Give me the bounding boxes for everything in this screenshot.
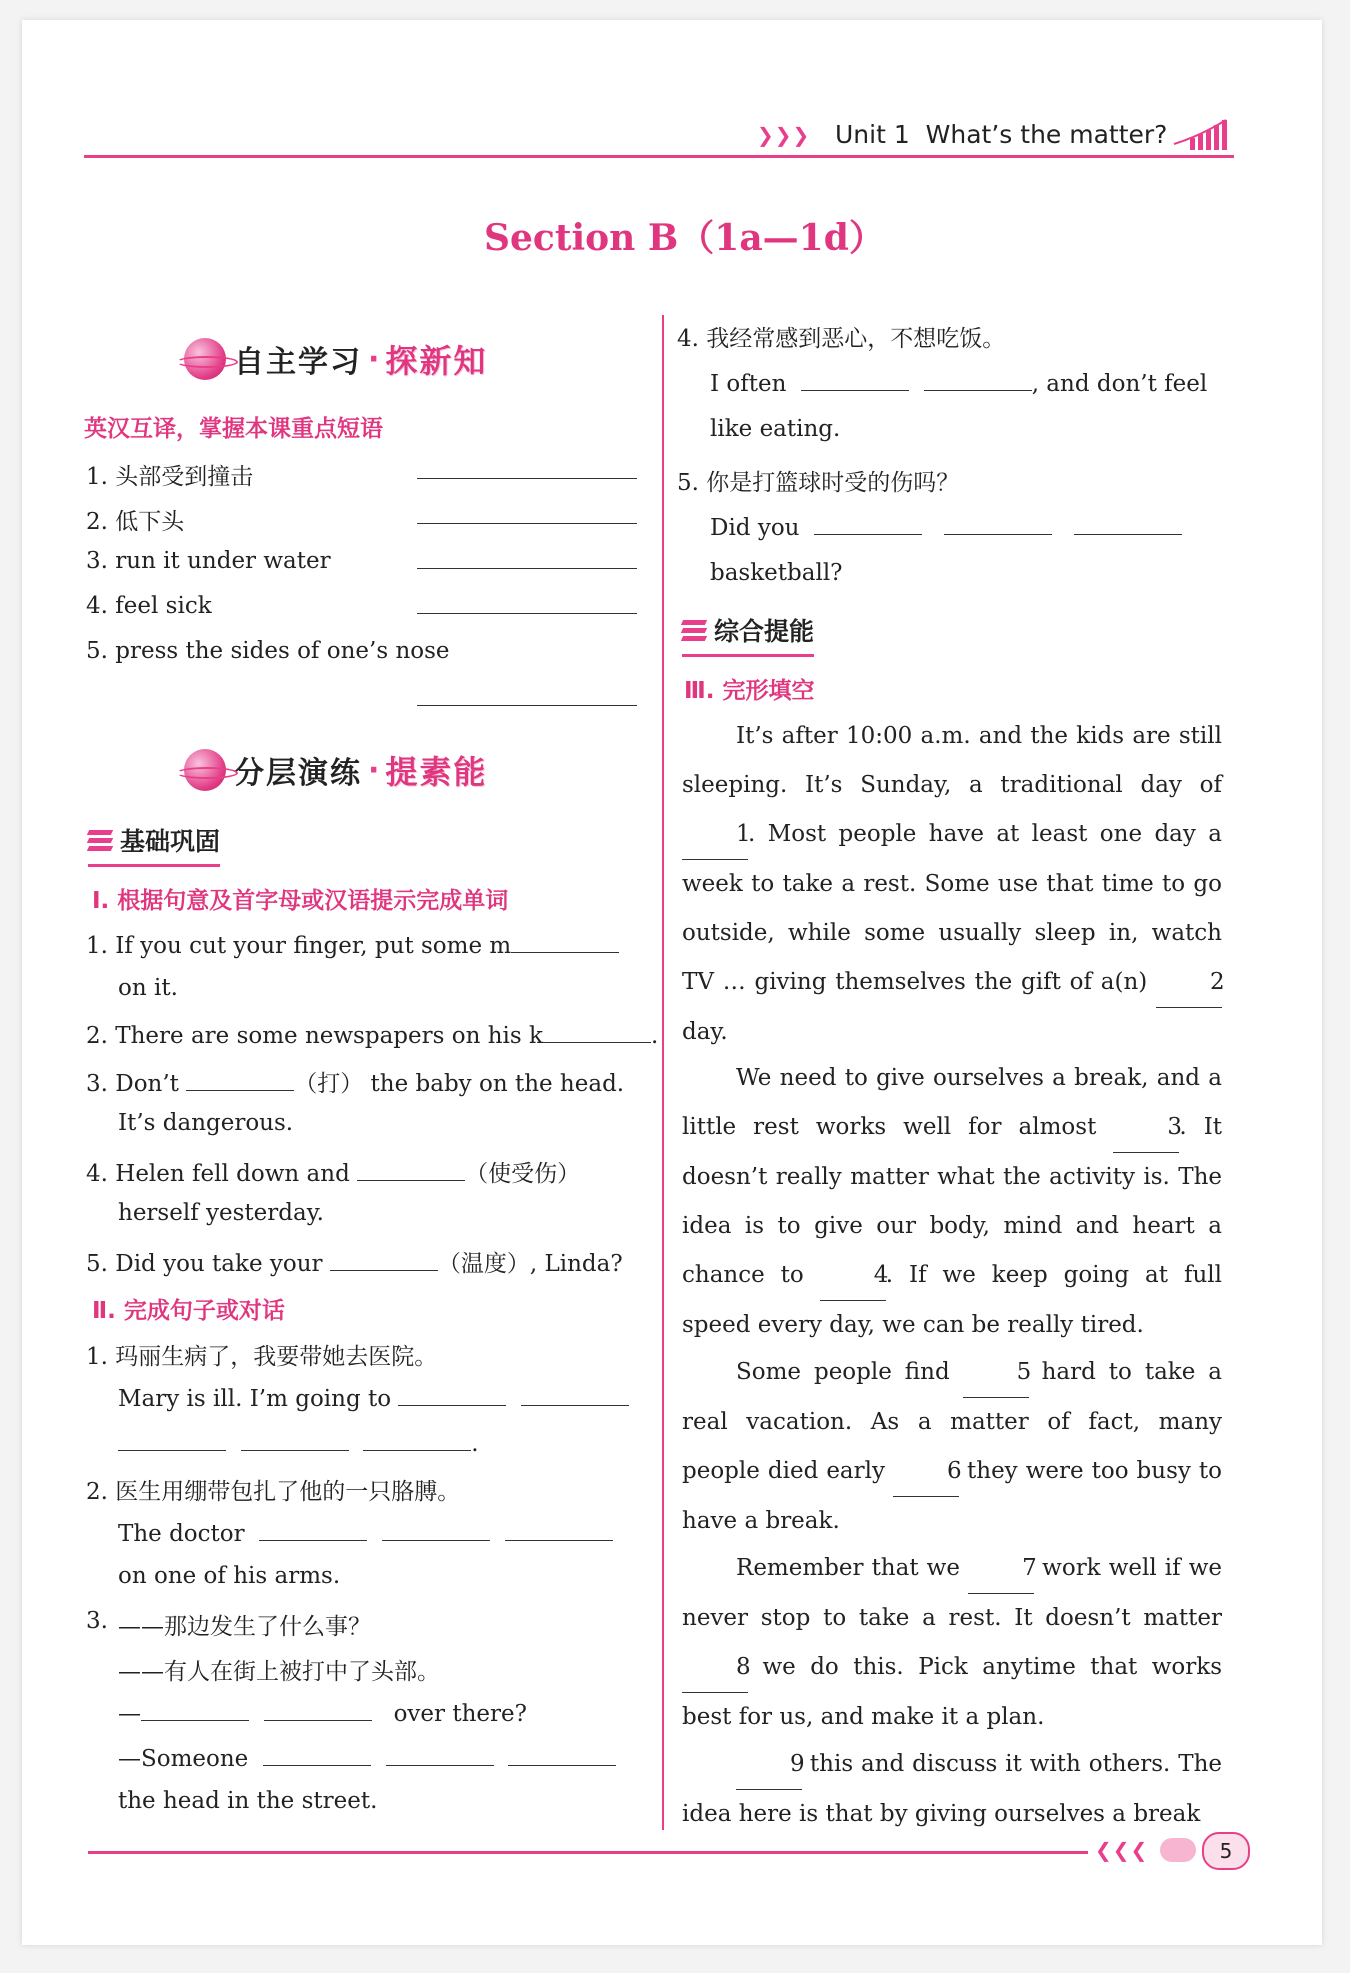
question-2-4-cn: 4. 我经常感到恶心，不想吃饭。 — [677, 326, 1006, 352]
cloze-paragraph-2: We need to give ourselves a break, and a little rest works well for almost 3. It doesn’t really matter what the activity is. The idea is to give our body, mind and heart a chance to 4. If we keep going at full speed every day, we can be really tired. — [682, 1065, 1223, 1338]
footer-rule — [88, 1851, 1088, 1854]
question-2-2-cn: 2. 医生用绷带包扎了他的一只胳膊。 — [86, 1479, 461, 1505]
question-2-3-en1: — over there? — [118, 1698, 527, 1727]
header-arrows-icon: ❯❯❯ — [757, 123, 811, 147]
cloze-paragraph-3: Some people find 5 hard to take a real vacation. As a matter of fact, many people died early 6 they were too busy to have a break. — [682, 1348, 1222, 1546]
question-2-3-num: 3. — [86, 1608, 108, 1634]
answer-blank[interactable] — [543, 1020, 651, 1043]
question-1: 1. If you cut your finger, put some m — [86, 930, 619, 959]
answer-blank[interactable] — [118, 1428, 226, 1451]
cloze-blank[interactable]: 9 — [736, 1740, 802, 1790]
footer-pill-icon — [1160, 1838, 1196, 1862]
unit-label: Unit 1 What’s the matter? — [835, 120, 1168, 149]
banner-right: 提素能 — [385, 753, 488, 791]
subhead-basic: 基础巩固 — [88, 822, 220, 867]
question-2: 2. There are some newspapers on his k . — [86, 1020, 658, 1049]
question-4-cont: herself yesterday. — [118, 1200, 324, 1226]
answer-blank[interactable] — [186, 1068, 294, 1091]
question-2-5-cont: basketball? — [710, 560, 843, 586]
answer-blank[interactable] — [417, 478, 637, 479]
footer-arrows-icon: ❮❮❮ — [1095, 1838, 1149, 1862]
question-2-1-cont: . — [118, 1428, 479, 1457]
cloze-blank[interactable]: 6 — [893, 1447, 959, 1497]
answer-blank[interactable] — [521, 1383, 629, 1406]
answer-blank[interactable] — [1074, 512, 1182, 535]
column-divider — [662, 315, 664, 1830]
answer-blank[interactable] — [330, 1248, 438, 1271]
vocab-item: 3. run it under water — [86, 548, 331, 574]
question-2-3-en2: —Someone — [118, 1743, 616, 1772]
question-2-4-en: I often , and don’t feel — [710, 368, 1220, 397]
workbook-page — [22, 20, 1322, 1945]
part1-title: Ⅰ. 根据句意及首字母或汉语提示完成单词 — [92, 888, 509, 914]
question-5: 5. Did you take your （温度）, Linda? — [86, 1245, 623, 1278]
answer-blank[interactable] — [241, 1428, 349, 1451]
part3-title: Ⅲ. 完形填空 — [684, 678, 815, 704]
question-2-5-cn: 5. 你是打篮球时受的伤吗？ — [677, 470, 960, 496]
question-2-2-cont: on one of his arms. — [118, 1563, 341, 1589]
question-2-1-en: Mary is ill. I’m going to — [118, 1383, 629, 1412]
banner-practice: 分层演练 · 提素能 — [184, 747, 487, 793]
question-2-3-cn1: ——那边发生了什么事？ — [118, 1614, 371, 1640]
question-1-cont: on it. — [118, 975, 178, 1001]
answer-blank[interactable] — [141, 1698, 249, 1721]
books-icon — [682, 619, 708, 641]
answer-blank[interactable] — [508, 1743, 616, 1766]
answer-blank[interactable] — [417, 523, 637, 524]
page-number: 5 — [1202, 1832, 1250, 1870]
vocab-item: 2. 低下头 — [86, 509, 185, 535]
planet-icon — [184, 338, 226, 380]
question-3-cont: It’s dangerous. — [118, 1110, 294, 1136]
cloze-blank[interactable]: 4 — [820, 1251, 886, 1301]
cloze-blank[interactable]: 5 — [963, 1348, 1029, 1398]
answer-blank[interactable] — [263, 1743, 371, 1766]
banner-self-study: 自主学习 · 探新知 — [184, 336, 487, 382]
answer-blank[interactable] — [398, 1383, 506, 1406]
question-2-3-cn2: ——有人在街上被打中了头部。 — [118, 1659, 440, 1685]
banner-left: 自主学习 — [234, 345, 362, 380]
answer-blank[interactable] — [511, 930, 619, 953]
question-2-1-cn: 1. 玛丽生病了，我要带她去医院。 — [86, 1344, 438, 1370]
question-2-3-en3: the head in the street. — [118, 1788, 378, 1814]
vocab-item: 5. press the sides of one’s nose — [86, 638, 450, 664]
banner-left: 分层演练 — [234, 756, 362, 791]
section-title: Section B（1a—1d） — [484, 217, 885, 259]
vocab-item: 1. 头部受到撞击 — [86, 464, 254, 490]
part2-title: Ⅱ. 完成句子或对话 — [92, 1298, 285, 1324]
cloze-blank[interactable]: 2 — [1156, 958, 1222, 1008]
question-3: 3. Don’t （打） the baby on the head. — [86, 1065, 624, 1098]
question-2-5-en: Did you — [710, 512, 1182, 541]
cloze-paragraph-5: 9 this and discuss it with others. The idea here is that by giving ourselves a break — [682, 1740, 1222, 1839]
answer-blank[interactable] — [357, 1158, 465, 1181]
question-2-4-cont: like eating. — [710, 416, 841, 442]
cloze-blank[interactable]: 8 — [682, 1643, 748, 1693]
answer-blank[interactable] — [814, 512, 922, 535]
answer-blank[interactable] — [363, 1428, 471, 1451]
answer-blank[interactable] — [944, 512, 1052, 535]
answer-blank[interactable] — [924, 368, 1032, 391]
planet-icon — [184, 749, 226, 791]
unit-title: What’s the matter? — [925, 120, 1168, 149]
cloze-blank[interactable]: 3 — [1113, 1103, 1179, 1153]
answer-blank[interactable] — [259, 1518, 367, 1541]
answer-blank[interactable] — [264, 1698, 372, 1721]
cloze-paragraph-4: Remember that we 7 work well if we never stop to take a rest. It doesn’t matter 8 we do this. Pick anytime that works best for us, and make it a plan. — [682, 1544, 1222, 1742]
answer-blank[interactable] — [801, 368, 909, 391]
signal-bars-icon — [1172, 116, 1232, 156]
answer-blank[interactable] — [386, 1743, 494, 1766]
books-icon — [88, 829, 114, 851]
answer-blank[interactable] — [382, 1518, 490, 1541]
vocab-item: 4. feel sick — [86, 593, 212, 619]
question-2-2-en: The doctor — [118, 1518, 613, 1547]
answer-blank[interactable] — [417, 568, 637, 569]
answer-blank[interactable] — [417, 613, 637, 614]
question-4: 4. Helen fell down and （使受伤） — [86, 1155, 580, 1188]
vocab-instruction: 英汉互译，掌握本课重点短语 — [84, 416, 383, 442]
cloze-blank[interactable]: 7 — [968, 1544, 1034, 1594]
cloze-blank[interactable]: 1 — [682, 810, 748, 860]
header-rule — [84, 155, 1234, 158]
cloze-paragraph-1: It’s after 10:00 a.m. and the kids are still sleeping. It’s Sunday, a traditional day of 1. Most people have at least one day a week to take a rest. Some use that time to go outside, while some usually sleep in, watch TV … giving themselves the gift of a(n) 2 day. — [682, 723, 1225, 1045]
answer-blank[interactable] — [505, 1518, 613, 1541]
banner-right: 探新知 — [385, 342, 488, 380]
subhead-comprehensive: 综合提能 — [682, 612, 814, 657]
answer-blank[interactable] — [417, 705, 637, 706]
